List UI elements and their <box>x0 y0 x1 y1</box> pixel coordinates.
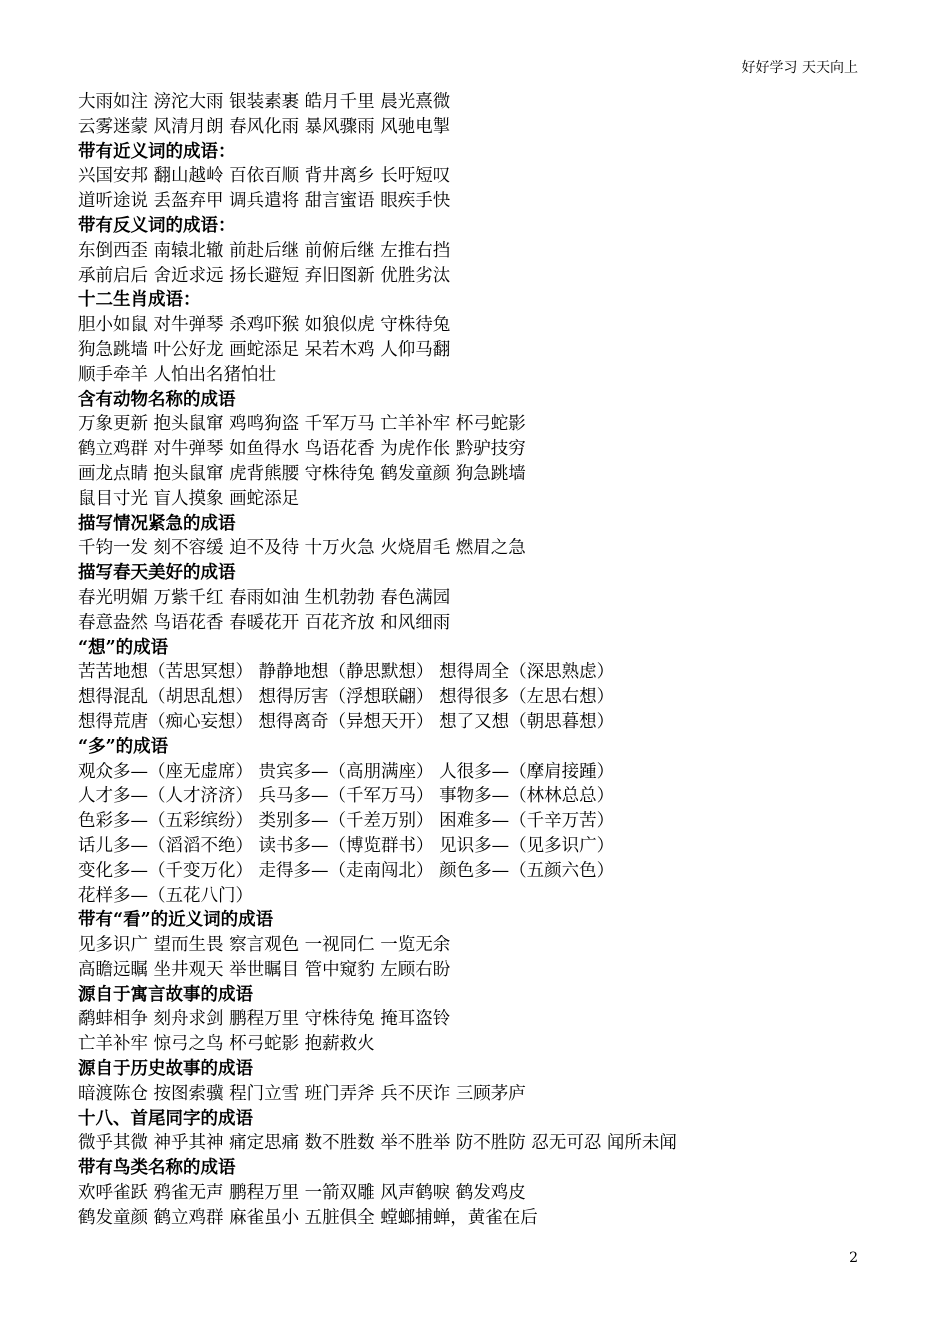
idiom-line: 鹤立鸡群 对牛弹琴 如鱼得水 鸟语花香 为虎作伥 黔驴技穷 <box>78 439 526 460</box>
section-heading: 带有反义词的成语： <box>78 215 236 236</box>
idiom-line: 鹬蚌相争 刻舟求剑 鹏程万里 守株待兔 掩耳盗铃 <box>78 1009 451 1030</box>
idiom-line: 东倒西歪 南辕北辙 前赴后继 前俯后继 左推右挡 <box>78 240 451 261</box>
section-heading: “想”的成语 <box>78 637 169 658</box>
section-heading: 源自于历史故事的成语 <box>78 1059 253 1080</box>
section-heading: 十二生肖成语： <box>78 290 201 311</box>
idiom-line: 胆小如鼠 对牛弹琴 杀鸡吓猴 如狼似虎 守株待兔 <box>78 315 451 336</box>
idiom-line: 想得混乱（胡思乱想） 想得厉害（浮想联翩） 想得很多（左思右想） <box>78 687 615 708</box>
section-heading: “多”的成语 <box>78 736 169 757</box>
idiom-line: 大雨如注 滂沱大雨 银装素裹 皓月千里 晨光熹微 <box>78 92 451 112</box>
idiom-line: 花样多—（五花八门） <box>78 885 253 906</box>
section-heading: 描写情况紧急的成语 <box>78 513 236 534</box>
idiom-line: 狗急跳墙 叶公好龙 画蛇添足 呆若木鸡 人仰马翻 <box>78 339 451 360</box>
idiom-line: 云雾迷蒙 风清月朗 春风化雨 暴风骤雨 风驰电掣 <box>78 116 451 137</box>
idiom-line: 顺手牵羊 人怕出名猪怕壮 <box>78 364 277 385</box>
section-heading: 带有近义词的成语： <box>78 141 236 162</box>
idiom-line: 承前启后 舍近求远 扬长避短 弃旧图新 优胜劣汰 <box>78 265 451 286</box>
idiom-line: 高瞻远瞩 坐井观天 举世瞩目 管中窥豹 左顾右盼 <box>78 959 451 980</box>
section-heading: 描写春天美好的成语 <box>78 563 236 584</box>
idiom-line: 画龙点睛 抱头鼠窜 虎背熊腰 守株待兔 鹤发童颜 狗急跳墙 <box>78 463 526 484</box>
idiom-line: 万象更新 抱头鼠窜 鸡鸣狗盗 千军万马 亡羊补牢 杯弓蛇影 <box>78 414 526 435</box>
idiom-line: 道听途说 丢盔弃甲 调兵遣将 甜言蜜语 眼疾手快 <box>78 191 451 212</box>
section-heading: 含有动物名称的成语 <box>78 389 236 410</box>
section-heading: 十八、首尾同字的成语 <box>78 1108 253 1129</box>
idiom-line: 微乎其微 神乎其神 痛定思痛 数不胜数 举不胜举 防不胜防 忍无可忍 闻所未闻 <box>78 1133 677 1154</box>
page-number: 2 <box>849 1250 858 1266</box>
idiom-line: 苦苦地想（苦思冥想） 静静地想（静思默想） 想得周全（深思熟虑） <box>78 662 615 683</box>
idiom-line: 人才多—（人才济济） 兵马多—（千军万马） 事物多—（林林总总） <box>78 786 615 807</box>
idiom-line: 暗渡陈仓 按图索骥 程门立雪 班门弄斧 兵不厌诈 三顾茅庐 <box>78 1083 526 1104</box>
section-heading: 带有鸟类名称的成语 <box>78 1158 236 1179</box>
idiom-line: 想得荒唐（痴心妄想） 想得离奇（异想天开） 想了又想（朝思暮想） <box>78 711 615 732</box>
idiom-line: 春光明媚 万紫千红 春雨如油 生机勃勃 春色满园 <box>78 587 451 608</box>
idiom-line: 观众多—（座无虚席） 贵宾多—（高朋满座） 人很多—（摩肩接踵） <box>78 761 615 782</box>
idiom-line: 欢呼雀跃 鸦雀无声 鹏程万里 一箭双雕 风声鹤唳 鹤发鸡皮 <box>78 1183 526 1204</box>
document-body <box>78 90 878 1231</box>
section-heading: 带有“看”的近义词的成语 <box>78 910 274 931</box>
idiom-line: 见多识广 望而生畏 察言观色 一视同仁 一览无余 <box>78 935 451 956</box>
idiom-line: 兴国安邦 翻山越岭 百依百顺 背井离乡 长吁短叹 <box>78 166 451 187</box>
idiom-line: 话儿多—（滔滔不绝） 读书多—（博览群书） 见识多—（见多识广） <box>78 835 615 856</box>
idiom-line: 色彩多—（五彩缤纷） 类别多—（千差万别） 困难多—（千辛万苦） <box>78 811 615 832</box>
idiom-line: 春意盎然 鸟语花香 春暖花开 百花齐放 和风细雨 <box>78 612 451 633</box>
section-heading: 源自于寓言故事的成语 <box>78 984 253 1005</box>
idiom-line: 千钧一发 刻不容缓 迫不及待 十万火急 火烧眉毛 燃眉之急 <box>78 538 526 559</box>
idiom-line: 鼠目寸光 盲人摸象 画蛇添足 <box>78 488 300 509</box>
idiom-line: 变化多—（千变万化） 走得多—（走南闯北） 颜色多—（五颜六色） <box>78 860 615 881</box>
page-header: 好好学习 天天向上 <box>741 60 858 76</box>
idiom-line: 鹤发童颜 鹤立鸡群 麻雀虽小 五脏俱全 螳螂捕蝉，黄雀在后 <box>78 1207 538 1228</box>
idiom-line: 亡羊补牢 惊弓之鸟 杯弓蛇影 抱薪救火 <box>78 1034 375 1055</box>
